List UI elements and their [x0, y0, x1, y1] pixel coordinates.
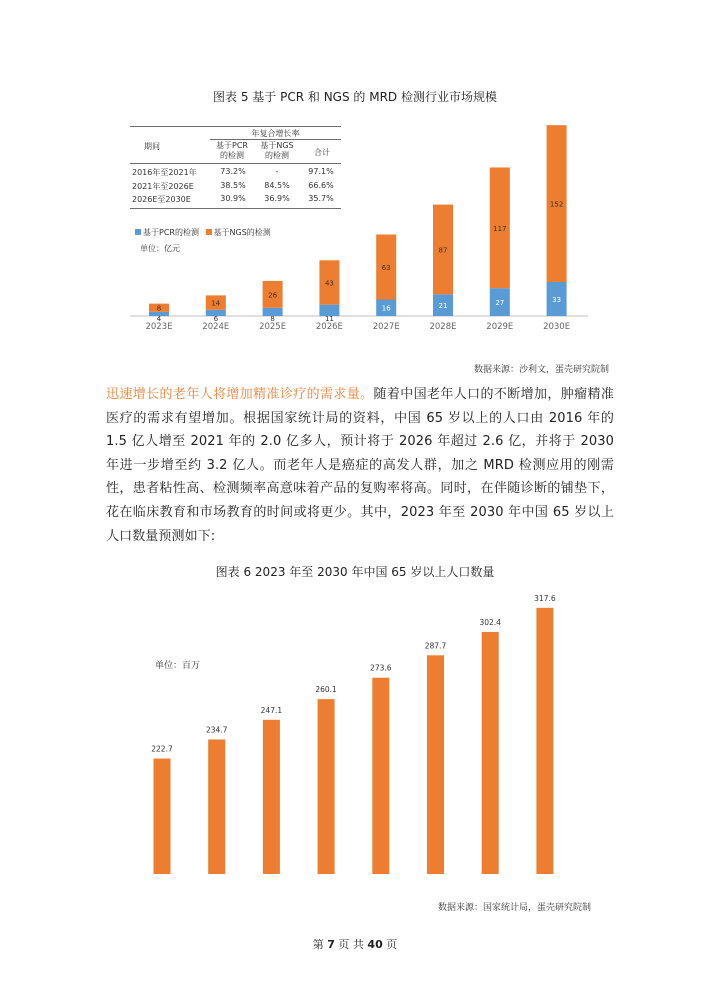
row-pcr: 38.5% — [220, 181, 246, 190]
data-label: 287.7 — [424, 641, 447, 651]
data-label-ngs: 8 — [156, 304, 162, 313]
page-total: 40 — [367, 938, 383, 951]
bar-population — [427, 655, 444, 874]
bar-population — [208, 739, 225, 874]
data-label-ngs: 63 — [381, 264, 391, 272]
data-label: 247.1 — [260, 705, 283, 715]
data-label-pcr: 16 — [381, 304, 391, 313]
figure6-title: 图表 6 2023 年至 2030 年中国 65 岁以上人口数量 — [215, 565, 495, 579]
data-label-ngs: 43 — [324, 279, 334, 288]
figure6-source: 数据来源：国家统计局，蛋壳研究院制 — [438, 903, 592, 913]
bar-population — [482, 632, 499, 874]
bar-population — [263, 720, 280, 874]
page-number: 7 — [327, 938, 335, 951]
row-total: 66.6% — [308, 181, 334, 190]
figure5-title: 图表 5 基于 PCR 和 NGS 的 MRD 检测行业市场规模 — [213, 90, 497, 104]
bar-population — [536, 608, 553, 874]
x-tick-label: 2029E — [486, 322, 514, 332]
data-label: 222.7 — [151, 744, 173, 754]
row-pcr: 30.9% — [220, 194, 246, 203]
col-ngs-header: 基于NGS 的检测 — [260, 141, 294, 160]
data-label-pcr: 11 — [324, 315, 334, 323]
data-label: 273.6 — [370, 663, 392, 673]
bar-population — [154, 759, 171, 874]
x-tick-label: 2027E — [372, 322, 400, 332]
data-label-ngs: 117 — [493, 224, 507, 233]
footer-prefix: 第 — [312, 938, 324, 951]
row-ngs: 36.9% — [264, 194, 290, 203]
row-pcr: 73.2% — [220, 167, 246, 176]
page-footer — [0, 936, 710, 952]
data-label-pcr: 6 — [213, 315, 219, 323]
bar-population — [372, 678, 389, 874]
x-tick-label: 2023E — [145, 322, 173, 332]
x-tick-label: 2025E — [259, 322, 287, 332]
data-label-pcr: 4 — [156, 315, 162, 323]
data-label-pcr: 33 — [552, 295, 562, 304]
data-label-ngs: 152 — [549, 200, 564, 209]
cagr-header: 年复合增长率 — [251, 129, 300, 138]
body-paragraph — [106, 383, 614, 548]
row-ngs: 84.5% — [264, 181, 290, 190]
data-label-pcr: 21 — [438, 302, 448, 311]
figure5-source: 数据来源：沙利文，蛋壳研究院制 — [474, 365, 610, 375]
figure5-chart — [0, 0, 710, 345]
row-period: 2026E至2030E — [132, 195, 191, 204]
data-label: 317.6 — [534, 593, 556, 603]
col-period-header: 期间 — [144, 142, 160, 151]
data-label-ngs: 87 — [438, 246, 448, 255]
col-pcr-header: 基于PCR 的检测 — [216, 141, 248, 160]
footer-suffix: 页 — [386, 938, 398, 951]
data-label-pcr: 8 — [270, 315, 275, 323]
data-label: 302.4 — [479, 617, 501, 627]
row-ngs: - — [275, 167, 279, 176]
row-period: 2016年至2021年 — [132, 168, 197, 177]
data-label: 260.1 — [315, 685, 337, 695]
col-total-header: 合计 — [314, 148, 330, 157]
footer-mid: 页 共 — [338, 938, 364, 951]
x-tick-label: 2024E — [202, 322, 230, 332]
row-total: 35.7% — [308, 194, 334, 203]
figure6-unit: 单位：百万 — [155, 661, 201, 671]
paragraph-body: 随着中国老年人口的不断增加，肿瘤精准医疗的需求有望增加。根据国家统计局的资料，中国 65 岁以上的人口由 2016 年的 1.5 亿人增至 2021 年的 2.0 亿多人，预计将于 2026 年超过 2.6 亿，并将于 2030 年进一步增至约 3.2 亿人。而老年人是癌症的高发人群，加之 MRD 检测应用的刚需性，患者粘性高、检测频率高意味着产品的复购率将高。同时，在伴随诊断的铺垫下，花在临床教育和市场教育的时间或将更少。其中，2023 年至 2030 年中国 65 岁以上人口数量预测如下: — [106, 387, 614, 544]
x-tick-label: 2026E — [315, 322, 343, 332]
x-tick-label: 2030E — [543, 322, 571, 332]
legend-label-pcr: 基于PCR的检测 — [143, 228, 199, 237]
data-label: 234.7 — [205, 725, 228, 735]
unit-label: 单位：亿元 — [140, 244, 180, 253]
legend-label-ngs: 基于NGS的检测 — [213, 228, 271, 237]
figure6-chart — [0, 580, 710, 880]
row-total: 97.1% — [308, 167, 334, 176]
row-period: 2021年至2026E — [132, 182, 194, 191]
paragraph-highlight: 迅速增长的老年人将增加精准诊疗的需求量。 — [106, 387, 374, 402]
x-tick-label: 2028E — [429, 322, 457, 332]
data-label-ngs: 26 — [268, 291, 278, 300]
data-label-pcr: 27 — [495, 299, 505, 308]
bar-population — [318, 699, 335, 874]
data-label-ngs: 14 — [211, 299, 221, 308]
